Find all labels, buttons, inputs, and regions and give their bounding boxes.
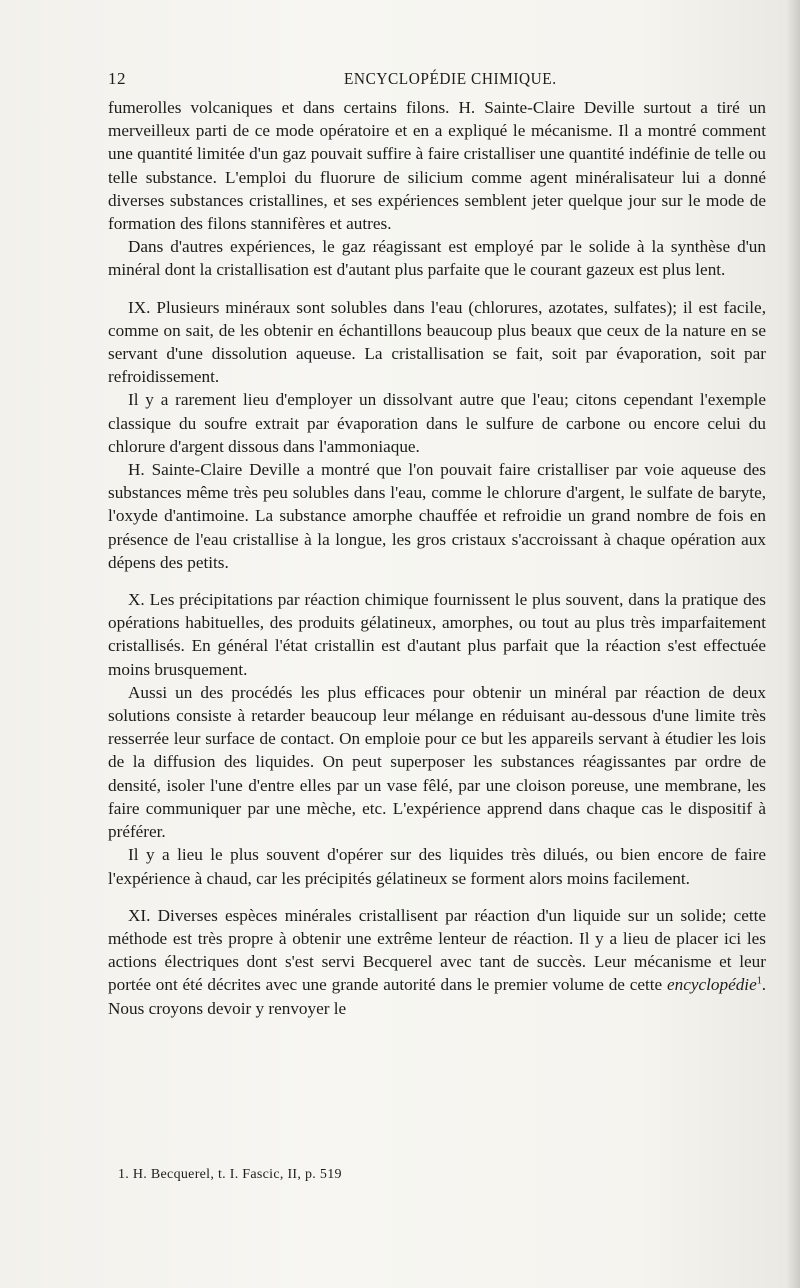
section-xi-lead: XI. Diverses espèces minérales cristallisent par réaction d'un liquide sur un solide; cette méthode est très propre à obtenir une extrême lenteur de réaction. Il y a lieu de placer ici les actions électriques dont s'est servi Becquerel avec tant de succès. Leur mécanisme et leur portée ont été décrites avec une grande autorité dans le premier volume de cette — [108, 905, 766, 995]
running-title: ENCYCLOPÉDIE CHIMIQUE. — [344, 69, 557, 88]
paragraph-section-ix: IX. Plusieurs minéraux sont solubles dans l'eau (chlorures, azotates, sulfates); il est facile, comme on sait, de les obtenir en échantillons beaucoup plus beaux que ceux de la nature en se servant d'une dissolution aqueuse. La cristallisation se fait, soit par évaporation, soit par refroidissement. — [108, 297, 766, 387]
paragraph-dilution: Il y a lieu le plus souvent d'opérer sur des liquides très dilués, ou bien encore de faire l'expérience à chaud, car les précipités gélatineux se forment alors moins facilement. — [108, 845, 766, 888]
footnote: 1. H. Becquerel, t. I. Fascic, II, p. 519 — [118, 1167, 342, 1182]
paragraph-section-xi — [108, 904, 766, 1020]
footnote-marker: 1 — [756, 975, 762, 987]
page-header — [108, 69, 768, 93]
paragraph-gas-reaction: Dans d'autres expériences, le gaz réagissant est employé par le solide à la synthèse d'un minéral dont la cristallisation est d'autant plus parfaite que le courant gazeux est plus lent. — [108, 237, 766, 280]
encyclopedie-italic: encyclopédie — [667, 975, 757, 995]
paragraph-section-x: X. Les précipitations par réaction chimique fournissent le plus souvent, dans la pratique des opérations habituelles, des produits gélatineux, amorphes, ou tout au plus très imparfaitement cristallisés. En général l'état cristallin est d'autant plus parfait que la réaction s'est effectuée moins brusquement. — [108, 590, 766, 679]
section-xi-tail: . Nous croyons devoir y renvoyer le — [108, 975, 767, 1018]
paragraph-deville: H. Sainte-Claire Deville a montré que l'on pouvait faire cristalliser par voie aqueuse des substances même très peu solubles dans l'eau, comme le chlorure d'argent, le sulfate de baryte, l'oxyde d'antimoine. La substance amorphe chauffée et refroidie un grand nombre de fois en présence de l'eau cristallise à la longue, les gros cristaux s'accroissant à chaque opération aux dépens des petits. — [108, 460, 766, 572]
page-edge-shadow — [786, 0, 800, 1288]
paragraph-diffusion: Aussi un des procédés les plus efficaces pour obtenir un minéral par réaction de deux solutions consiste à retarder beaucoup leur mélange en réduisant au-dessous d'une limite très resserrée leur surface de contact. On emploie pour ce but les appareils servant à étudier les lois de la diffusion des liquides. On peut superposer les substances réagissantes par ordre de densité, isoler l'une d'entre elles par un vase fêlé, par une cloison poreuse, une membrane, les faire communiquer par une mèche, etc. L'expérience apprend dans chaque cas le dispositif à préférer. — [108, 682, 766, 842]
page-number: 12 — [108, 69, 126, 88]
body-text — [108, 96, 766, 1020]
paragraph-dissolvant: Il y a rarement lieu d'employer un dissolvant autre que l'eau; citons cependant l'exemple classique du soufre extrait par évaporation dans le sulfure de carbone ou encore celui du chlorure d'argent dissous dans l'ammoniaque. — [108, 390, 766, 456]
paragraph-fumerolles: fumerolles volcaniques et dans certains filons. H. Sainte-Claire Deville surtout a tiré un merveilleux parti de ce mode opératoire et en a expliqué le mécanisme. Il a montré comment une quantité limitée d'un gaz pouvait suffire à faire cristalliser une quantité indéfinie de telle ou telle substance. L'emploi du fluorure de silicium comme agent minéralisateur lui a donné diverses substances cristallines, et ses expériences semblent jeter quelque jour sur le mode de formation des filons stannifères et autres. — [108, 98, 766, 234]
